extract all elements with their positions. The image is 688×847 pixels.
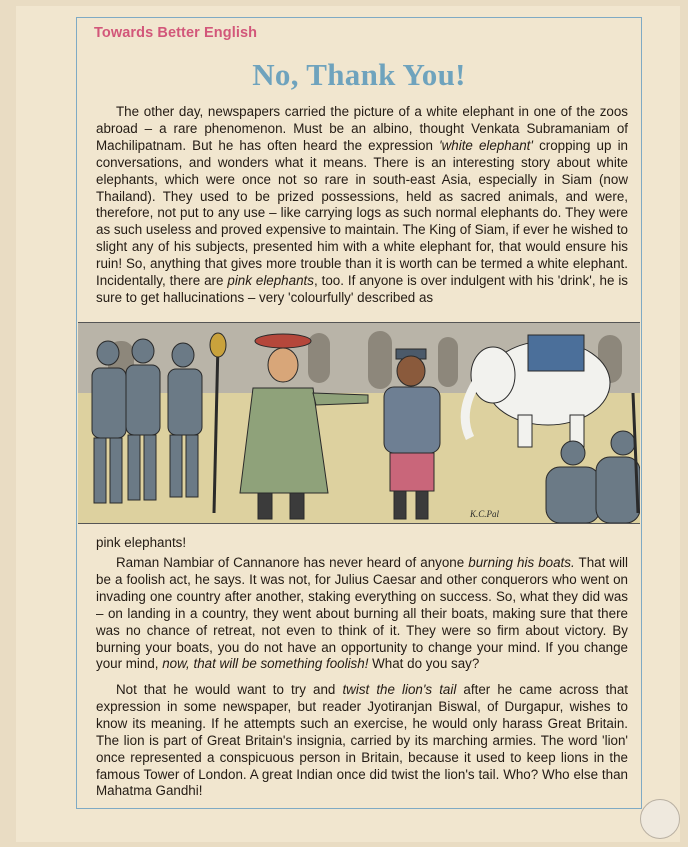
text-run: , too. If anyone is over indulgent with his 'drink', he is sure to get hallucinations – very 'colourfully' described as <box>96 273 628 305</box>
illustration <box>78 322 640 524</box>
text-run: Raman Nambiar of Cannanore has never heard of anyone <box>116 555 469 570</box>
illustration-art <box>78 323 640 523</box>
text-run: Not that he would want to try and <box>116 682 343 697</box>
text-run: That will be a foolish act, he says. It was not, for Julius Caesar and other conquerors who went on invading one country after another, staking everything on success. So, what they did was – on landing in a country, they went about burning all their boats, making sure that there was no chance of retreat, not even to think of it. They were so firm about victory. By burning your boats, you do not have an opportunity to change your mind. If you change your mind, <box>96 555 628 672</box>
paragraph-lion-tail <box>96 682 628 800</box>
text-run: pink elephants! <box>96 535 187 550</box>
text-run: The other day, newspapers carried the picture of a white elephant in one of the zoos abroad – a rare phenomenon. Must be an albino, thought Venkata Subramaniam of Machilipatnam. But he has often heard the expression <box>96 104 628 153</box>
illustration-signature: K.C.Pal <box>470 509 500 519</box>
library-stamp <box>640 799 680 839</box>
paragraph-pink-elephants <box>96 535 628 552</box>
text-run: cropping up in conversations, and wonders what it means. There is an interesting story about white elephants, which were once not so rare in south-east Asia, especially in Siam (now Thailand). They used to be prized possessions, held as sacred animals, and were, therefore, not put to any use – like carrying logs as such normal elephants do. They were as such useless and proved expensive to maintain. The King of Siam, if ever he wished to slight any of his subjects, presented him with a white elephant for, that would ensure his ruin! So, anything that gives more trouble than it is worth can be termed a white elephant. Incidentally, there are <box>96 137 628 289</box>
paragraph-white-elephant <box>96 104 628 307</box>
section-label: Towards Better English <box>94 25 258 41</box>
article-title: No, Thank You! <box>252 57 466 92</box>
paragraph-burning-boats <box>96 555 628 673</box>
italic-phrase: 'white elephant' <box>439 137 533 153</box>
italic-phrase: now, that will be something foolish! <box>162 656 369 672</box>
text-run: after he came across that expression in some newspaper, but reader Jyotiranjan Biswal, of Durgapur, wishes to know its meaning. If he attempts such an exercise, he would only harass Great Britain. The lion is part of Great Britain's insignia, carried by its marching armies. The word 'lion' once represented a conspicuous person in Britain, because it used to keep lions in the famous Tower of London. A great Indian once did twist the lion's tail. Who? Who else than Mahatma Gandhi! <box>96 682 628 799</box>
italic-phrase: pink elephants <box>227 273 314 289</box>
italic-phrase: burning his boats. <box>468 555 575 570</box>
text-run: What do you say? <box>368 656 480 672</box>
italic-phrase: twist the lion's tail <box>342 682 457 697</box>
